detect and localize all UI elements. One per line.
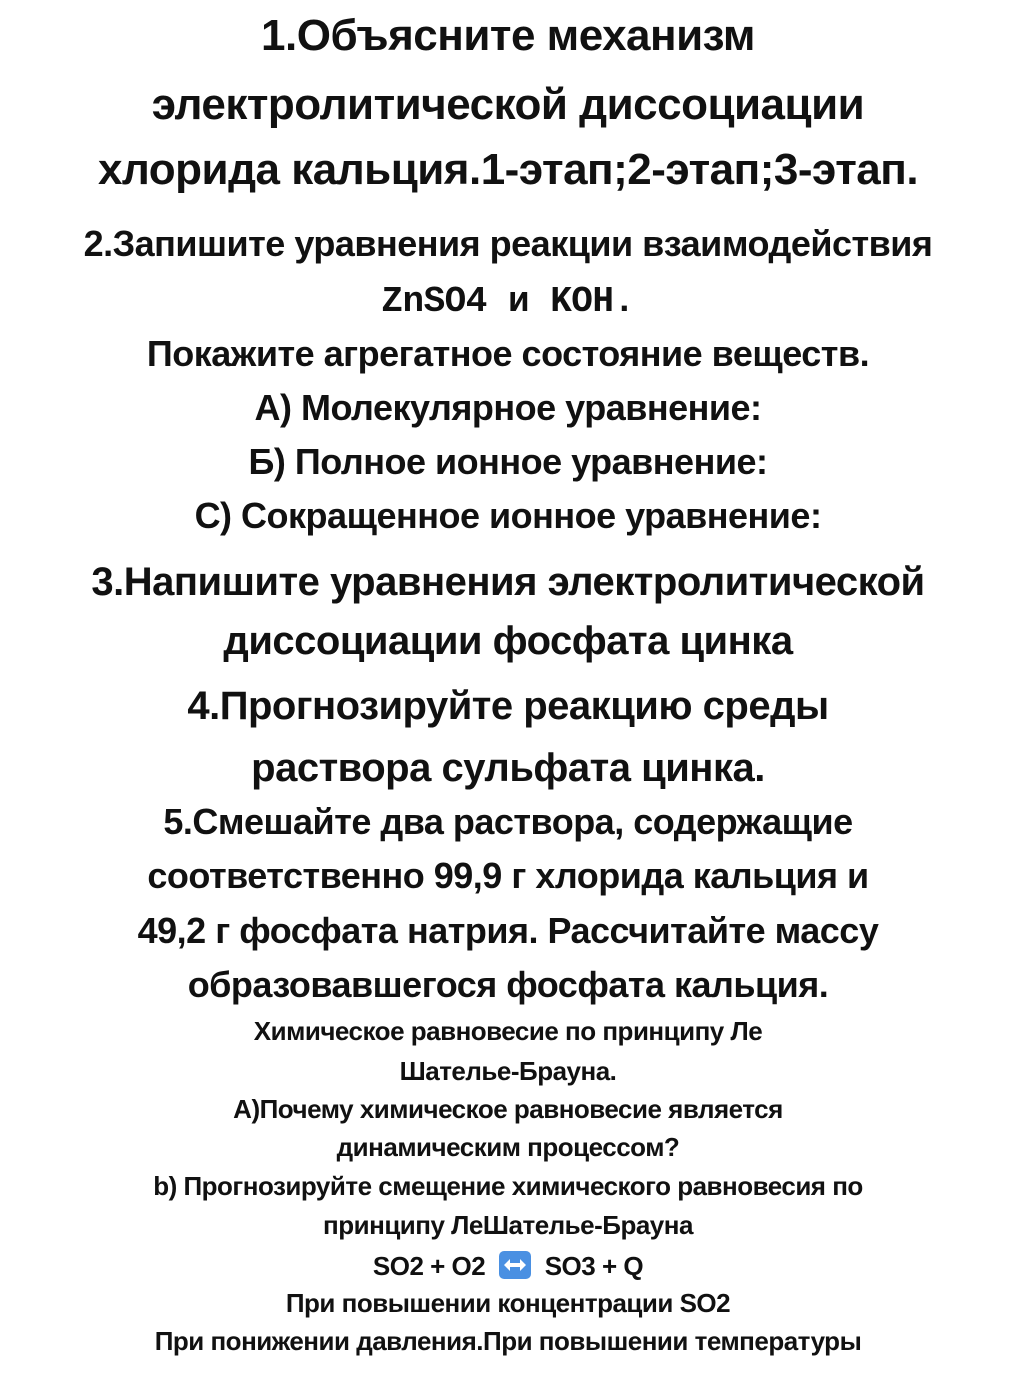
task3-line2: диссоциации фосфата цинка <box>223 619 793 663</box>
task1-line2: электролитической диссоциации <box>151 80 865 129</box>
task2-item-b: Б) Полное ионное уравнение: <box>248 441 768 482</box>
task3-line1: 3.Напишите уравнения электролитической <box>91 560 925 604</box>
task4-line2: раствора сульфата цинка. <box>251 746 765 790</box>
task5-line1: 5.Смешайте два раствора, содержащие <box>163 801 853 842</box>
task2-item-c: С) Сокращенное ионное уравнение: <box>194 495 822 536</box>
task1-line3: хлорида кальция.1-этап;2-этап;3-этап. <box>97 145 919 194</box>
task2-line1: 2.Запишите уравнения реакции взаимодействия <box>83 223 933 264</box>
equilibrium-question-b2: принципу ЛеШателье-Брауна <box>323 1210 693 1240</box>
equation-right: SO3 + Q <box>544 1251 644 1281</box>
equilibrium-title1: Химическое равновесие по принципу Ле <box>253 1016 763 1046</box>
task1-line1: 1.Объясните механизм <box>261 11 755 60</box>
left-right-arrow-icon <box>498 1250 532 1280</box>
equilibrium-question-a2: динамическим процессом? <box>336 1132 680 1162</box>
task4-line1: 4.Прогнозируйте реакцию среды <box>187 684 829 728</box>
task2-line3: Покажите агрегатное состояние веществ. <box>146 333 870 374</box>
task5-line2: соответственно 99,9 г хлорида кальция и <box>147 855 869 896</box>
task2-formula-line <box>0 281 1016 320</box>
equilibrium-condition2: При понижении давления.При повышении температуры <box>154 1326 862 1356</box>
task5-line3: 49,2 г фосфата натрия. Рассчитайте массу <box>137 910 879 951</box>
task2-item-a: А) Молекулярное уравнение: <box>254 387 762 428</box>
task2-line2: ZnSO4 и KOH. <box>381 281 635 322</box>
task5-line4: образовавшегося фосфата кальция. <box>187 964 829 1005</box>
equation-left: SO2 + O2 <box>372 1251 486 1281</box>
equilibrium-equation <box>0 1250 1016 1280</box>
equilibrium-question-a1: А)Почему химическое равновесие является <box>233 1094 783 1124</box>
equilibrium-question-b1: b) Прогнозируйте смещение химического равновесия по <box>153 1171 863 1201</box>
equilibrium-condition1: При повышении концентрации SO2 <box>285 1288 731 1318</box>
equilibrium-title2: Шателье-Брауна. <box>399 1056 617 1086</box>
